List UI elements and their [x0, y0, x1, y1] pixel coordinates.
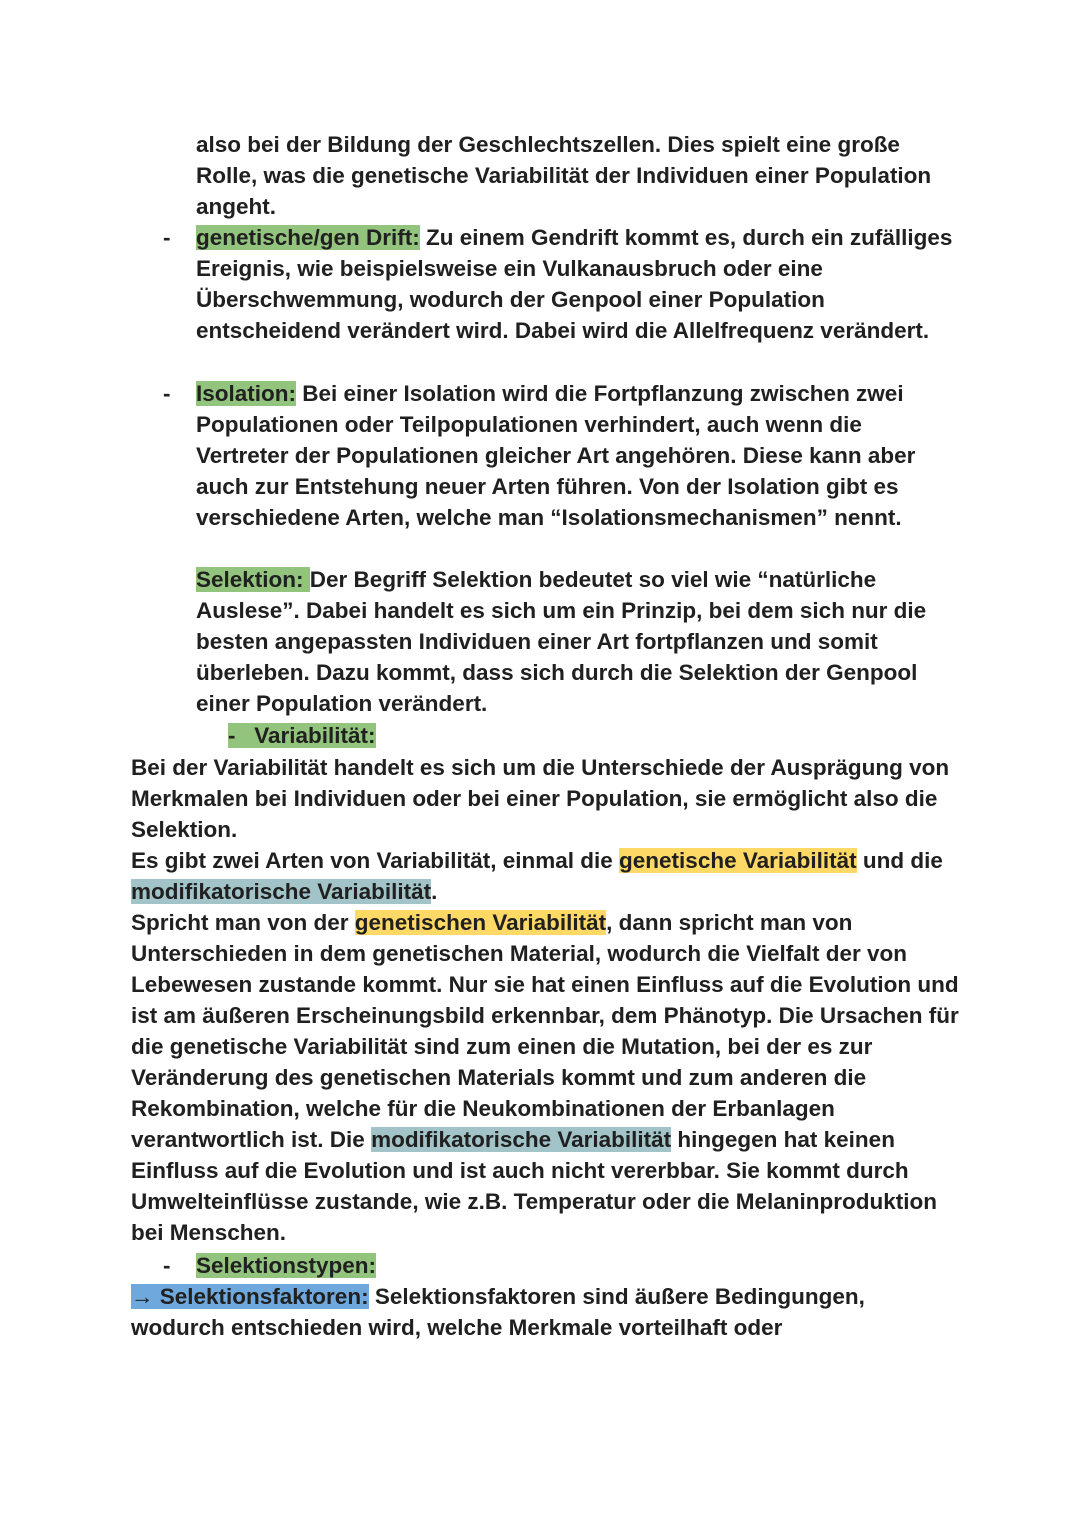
bullet-dash: - [163, 381, 171, 406]
variabilitaet-heading: - Variabilität: [228, 723, 376, 748]
selektionsfaktoren-term: → Selektionsfaktoren: [131, 1284, 369, 1309]
isolation-paragraph [196, 378, 956, 533]
intro-paragraph: also bei der Bildung der Geschlechtszellen. Dies spielt eine große Rolle, was die genetische Variabilität der Individuen einer Population angeht. [196, 132, 932, 219]
selektion-paragraph [196, 564, 956, 719]
variabilitaet-paragraph-2: Es gibt zwei Arten von Variabilität, einmal die genetische Variabilität und die modifikatorische Variabilität. [131, 848, 943, 904]
selektion-term: Selektion: [196, 567, 310, 592]
drift-term: genetische/gen Drift: [196, 225, 420, 250]
modifikatorische-variabilitaet-highlight: modifikatorische Variabilität [371, 1127, 672, 1152]
drift-text: Zu einem Gendrift kommt es, durch ein zufälliges Ereignis, wie beispielsweise ein Vulkanausbruch oder eine Überschwemmung, wodurch der Genpool einer Population entscheidend verändert wird. Dabei wird die Allelfrequenz verändert. [196, 225, 953, 343]
genetische-variabilitaet-highlight: genetischen Variabilität [354, 910, 607, 935]
variabilitaet-paragraph-1: Bei der Variabilität handelt es sich um die Unterschiede der Ausprägung von Merkmalen bei Individuen oder bei einer Population, sie ermöglicht also die Selektion. [131, 755, 950, 842]
selektionstypen-heading: Selektionstypen: [196, 1253, 377, 1278]
modifikatorische-variabilitaet-highlight: modifikatorische Variabilität [131, 879, 432, 904]
selektionsfaktoren-paragraph [131, 1281, 961, 1343]
isolation-text: Bei einer Isolation wird die Fortpflanzung zwischen zwei Populationen oder Teilpopulationen verhindert, auch wenn die Vertreter der Populationen gleicher Art angehören. Diese kann aber auch zur Entstehung neuer Arten führen. Von der Isolation gibt es verschiedene Arten, welche man “Isolationsmechanismen” nennt. [196, 381, 916, 530]
drift-paragraph [196, 222, 956, 346]
genetische-variabilitaet-highlight: genetische Variabilität [619, 848, 857, 873]
variabilitaet-paragraph-3: Spricht man von der genetischen Variabilität, dann spricht man von Unterschieden in dem genetischen Material, wodurch die Vielfalt der von Lebewesen zustande kommt. Nur sie hat einen Einfluss auf die Evolution und ist am äußeren Erscheinungsbild erkennbar, dem Phänotyp. Die Ursachen für die genetische Variabilität sind zum einen die Mutation, bei der es zur Veränderung des genetischen Materials kommt und zum anderen die Rekombination, welche für die Neukombinationen der Erbanlagen verantwortlich ist. Die modifikatorische Variabilität hingegen hat keinen Einfluss auf die Evolution und ist auch nicht vererbbar. Sie kommt durch Umwelteinflüsse zustande, wie z.B. Temperatur oder die Melaninproduktion bei Menschen. [131, 910, 959, 1245]
selektionsfaktoren-text: Selektionsfaktoren sind äußere Bedingungen, wodurch entschieden wird, welche Merkmale vorteilhaft oder [131, 1284, 865, 1340]
bullet-dash: - [163, 225, 171, 250]
selektion-text: Der Begriff Selektion bedeutet so viel wie “natürliche Auslese”. Dabei handelt es sich um ein Prinzip, bei dem sich nur die besten angepassten Individuen einer Art fortpflanzen und somit überleben. Dazu kommt, dass sich durch die Selektion der Genpool einer Population verändert. [196, 567, 927, 716]
bullet-dash: - [163, 1253, 171, 1278]
isolation-term: Isolation: [196, 381, 296, 406]
